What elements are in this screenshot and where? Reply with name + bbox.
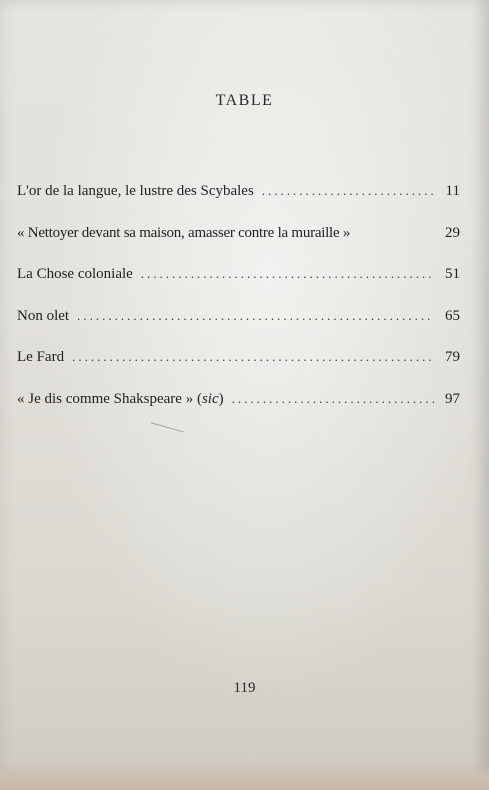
toc-entry — [17, 266, 460, 308]
table-of-contents — [17, 183, 460, 432]
toc-page-number: 11 — [445, 183, 460, 199]
dot-leader — [141, 266, 434, 282]
toc-entry — [17, 225, 460, 267]
dot-leader — [77, 308, 434, 324]
toc-entry-title: « Je dis comme Shakspeare » (sic) — [17, 390, 224, 407]
page-title: TABLE — [215, 92, 274, 109]
toc-entry — [17, 391, 460, 433]
toc-page-number: 65 — [445, 307, 460, 324]
toc-page-number: 29 — [445, 224, 460, 241]
toc-entry-title: La Chose coloniale — [17, 266, 133, 282]
toc-entry — [17, 308, 460, 350]
toc-page-number: 79 — [445, 349, 460, 365]
toc-page-number: 51 — [445, 266, 460, 282]
toc-entry — [17, 349, 460, 391]
toc-entry-title: L'or de la langue, le lustre des Scybales — [17, 183, 254, 199]
toc-entry-title: Non olet — [17, 307, 70, 324]
toc-page-number: 97 — [445, 390, 460, 407]
dot-leader — [72, 349, 434, 365]
page-edge-shadow — [0, 760, 489, 790]
toc-entry — [17, 183, 460, 225]
toc-entry-title: « Nettoyer devant sa maison, amasser contre la muraille » — [17, 224, 351, 241]
folio-page-number: 119 — [233, 680, 256, 696]
pencil-mark — [150, 420, 186, 434]
dot-leader — [232, 391, 434, 407]
toc-entry-title: Le Fard — [17, 349, 65, 365]
dot-leader — [262, 183, 434, 199]
